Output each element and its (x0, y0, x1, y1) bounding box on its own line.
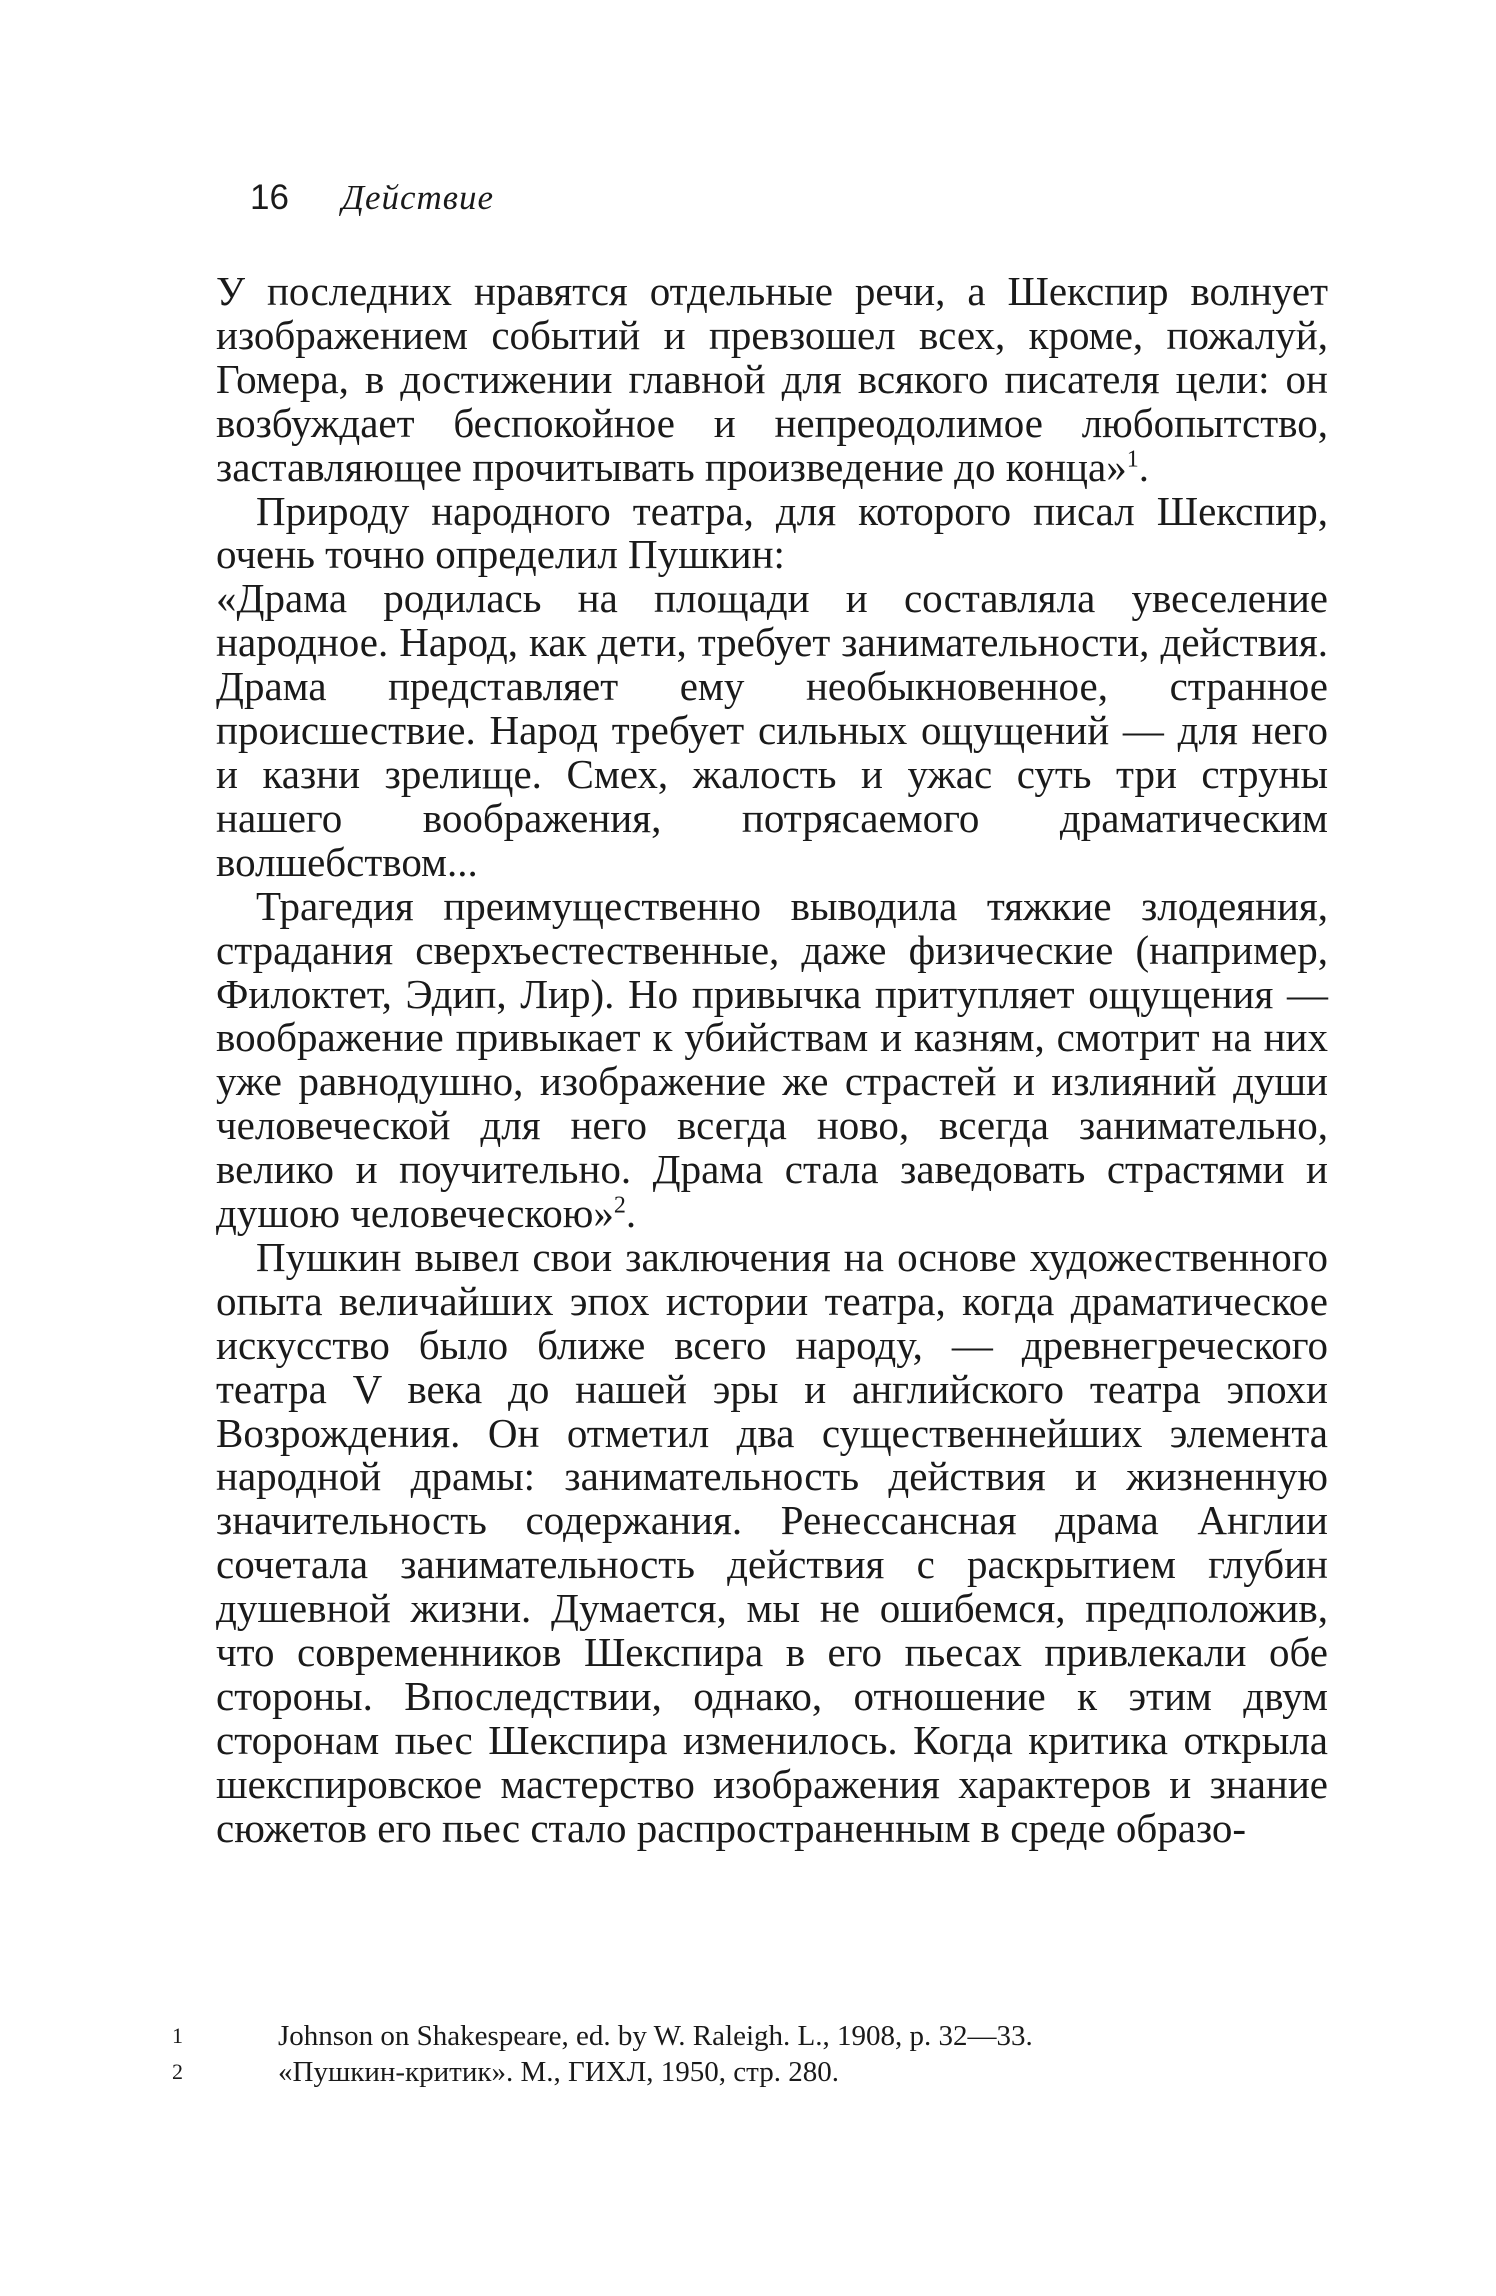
footnote-ref-1: 1 (1126, 445, 1139, 472)
paragraph-1-end: . (1138, 443, 1149, 490)
footnotes (170, 2018, 1330, 2090)
paragraph-5: Пушкин вывел свои заключения на основе художественного опыта величайших эпох истории театра, когда драматическое искусство было ближе всего народу, — древнегреческого театра V века до нашей эры и английского театра эпохи Возрождения. Он отметил два существеннейших элемента народной драмы: занимательность действия и жизненную значительность содержания. Ренессансная драма Англии сочетала занимательность действия с раскрытием глубин душевной жизни. Думается, мы не ошибемся, предположив, что современников Шекспира в его пьесах привлекали обе стороны. Впоследствии, однако, отношение к этим двум сторонам пьес Шекспира изменилось. Когда критика открыла шекспировское мастерство изображения характеров и знание сюжетов его пьес стало распространенным в среде образо- (216, 1233, 1328, 1851)
footnote-2 (170, 2054, 1330, 2090)
paragraph-1-text: У последних нравятся отдельные речи, а Шекспир волнует изображением событий и превзошел всех, кроме, пожалуй, Гомера, в достижении главной для всякого писателя цели: он возбуждает беспокойное и непреодолимое любопытство, заставляющее прочитывать произведение до конца» (216, 268, 1328, 490)
footnote-2-text: «Пушкин-критик». М., ГИХЛ, 1950, стр. 280. (278, 2056, 839, 2088)
footnote-1-marker: 1 (172, 2023, 183, 2048)
paragraph-4-text: Трагедия преимущественно выводила тяжкие злодеяния, страдания сверхъестественные, даже физические (например, Филоктет, Эдип, Лир). Но привычка притупляет ощущения — воображение привыкает к убийствам и казням, смотрит на них уже равнодушно, изображение же страстей и излияний души человеческой для него всегда ново, всегда занимательно, велико и поучительно. Драма стала заведовать страстями и душою человеческою» (216, 882, 1328, 1237)
footnote-2-marker: 2 (172, 2059, 183, 2084)
paragraph-4-quote (216, 882, 1328, 1237)
paragraph-1 (216, 270, 1328, 490)
paragraph-4-end: . (625, 1190, 637, 1237)
footnote-ref-2: 2 (613, 1192, 626, 1219)
running-title: Действие (341, 178, 495, 217)
paragraph-3-quote: «Драма родилась на площади и составляла увеселение народное. Народ, как дети, требует занимательности, действия. Драма представляет ему необыкновенное, странное происшествие. Народ требует сильных ощущений — для него и казни зрелище. Смех, жалость и ужас суть три струны нашего воображения, потрясаемого драматическим волшебством... (216, 575, 1328, 885)
footnote-1 (170, 2018, 1330, 2054)
page-header (250, 178, 494, 218)
page-number: 16 (250, 178, 289, 217)
main-text (216, 270, 1328, 1851)
footnote-1-text: Johnson on Shakespeare, ed. by W. Raleigh. L., 1908, p. 32—33. (278, 2020, 1033, 2052)
paragraph-2: Природу народного театра, для которого писал Шекспир, очень точно определил Пушкин: (216, 487, 1328, 578)
